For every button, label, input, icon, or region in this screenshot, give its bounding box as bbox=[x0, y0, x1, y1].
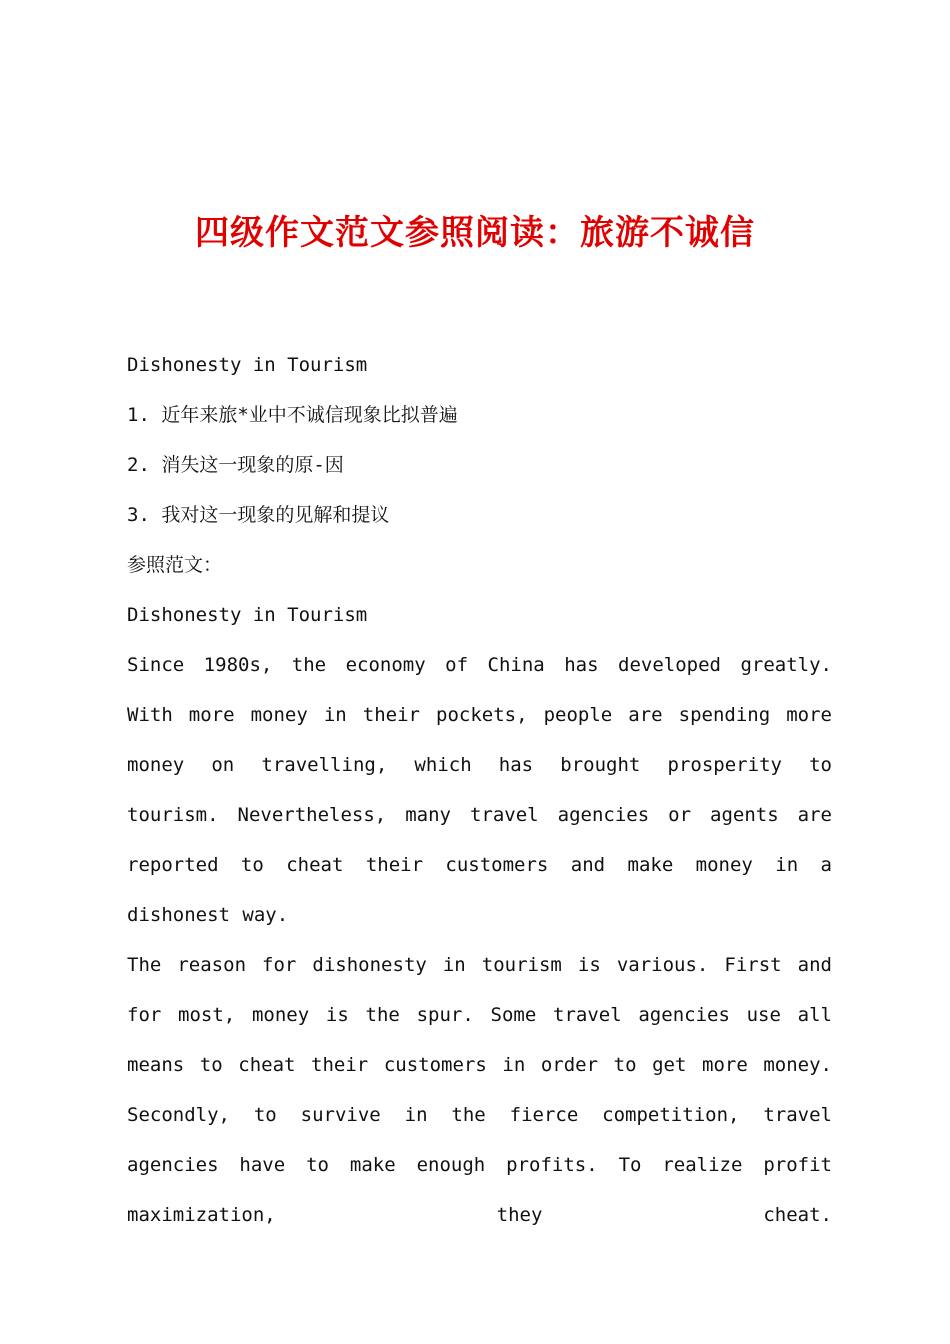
document-body bbox=[127, 340, 832, 1240]
document-title: 四级作文范文参照阅读：旅游不诚信 bbox=[195, 213, 755, 253]
outline-item-2: 2. 消失这一现象的原-因 bbox=[127, 454, 344, 476]
sample-essay-label: 参照范文： bbox=[127, 554, 223, 576]
essay-paragraph-1: Since 1980s, the economy of China has developed greatly. With more money in their pockets, people are spending more money on travelling, which has brought prosperity to tourism. Nevertheless, many travel agencies or agents are reported to cheat their customers and make money in a dishonest way. bbox=[127, 654, 832, 926]
essay-paragraph-2: The reason for dishonesty in tourism is various. First and for most, money is the spur. Some travel agencies use all means to cheat their customers in order to get more money. Secondly, to survive in the fierce competition, travel agencies have to make enough profits. To realize profit maximization, they cheat. bbox=[127, 954, 832, 1226]
outline-heading: Dishonesty in Tourism bbox=[127, 354, 368, 376]
outline-item-3: 3. 我对这一现象的见解和提议 bbox=[127, 504, 390, 526]
essay-title: Dishonesty in Tourism bbox=[127, 604, 368, 626]
outline-item-1: 1. 近年来旅*业中不诚信现象比拟普遍 bbox=[127, 404, 458, 426]
